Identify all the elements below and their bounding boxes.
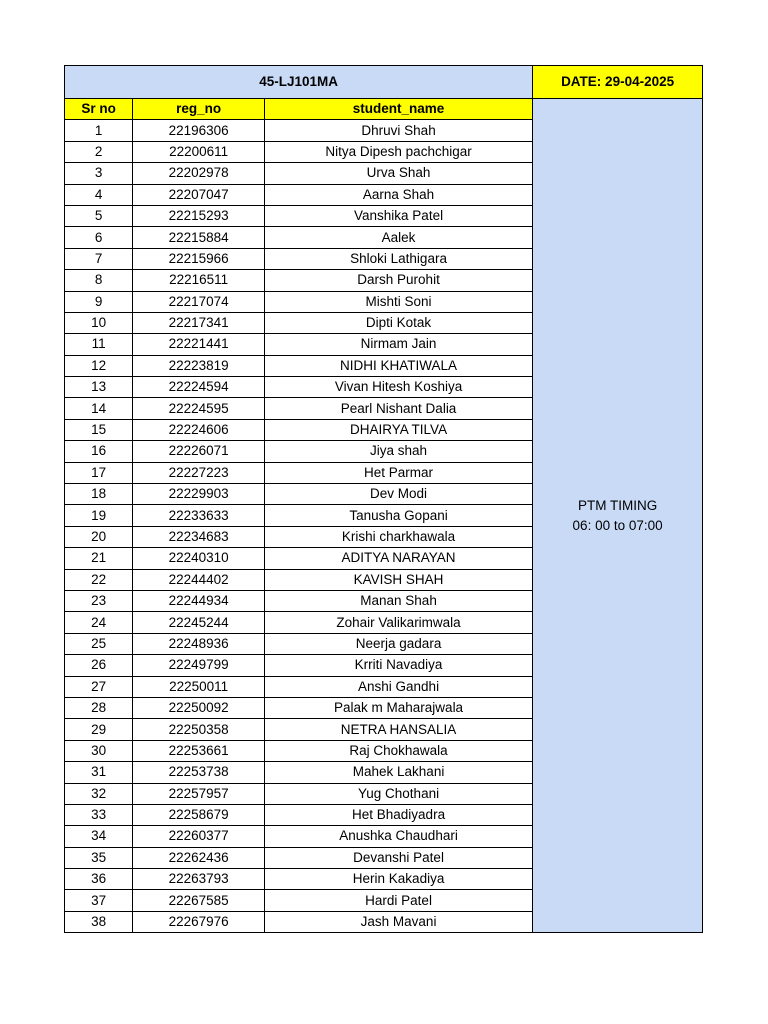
cell-student-name: NETRA HANSALIA bbox=[264, 719, 532, 740]
cell-student-name: Herin Kakadiya bbox=[264, 869, 532, 890]
cell-reg-no: 22234683 bbox=[133, 526, 265, 547]
cell-reg-no: 22215884 bbox=[133, 227, 265, 248]
cell-reg-no: 22257957 bbox=[133, 783, 265, 804]
cell-student-name: Mishti Soni bbox=[264, 291, 532, 312]
cell-sr-no: 36 bbox=[65, 869, 133, 890]
cell-reg-no: 22217341 bbox=[133, 312, 265, 333]
cell-sr-no: 8 bbox=[65, 270, 133, 291]
cell-sr-no: 26 bbox=[65, 655, 133, 676]
cell-reg-no: 22244934 bbox=[133, 590, 265, 611]
ptm-timing-cell bbox=[533, 99, 703, 933]
cell-reg-no: 22200611 bbox=[133, 141, 265, 162]
cell-sr-no: 33 bbox=[65, 804, 133, 825]
cell-student-name: Jash Mavani bbox=[264, 911, 532, 932]
cell-reg-no: 22250092 bbox=[133, 697, 265, 718]
cell-student-name: Jiya shah bbox=[264, 441, 532, 462]
cell-sr-no: 13 bbox=[65, 377, 133, 398]
cell-reg-no: 22253661 bbox=[133, 740, 265, 761]
cell-student-name: Hardi Patel bbox=[264, 890, 532, 911]
cell-student-name: Vanshika Patel bbox=[264, 205, 532, 226]
student-roster-table bbox=[64, 65, 703, 933]
cell-student-name: Yug Chothani bbox=[264, 783, 532, 804]
cell-reg-no: 22245244 bbox=[133, 612, 265, 633]
cell-sr-no: 29 bbox=[65, 719, 133, 740]
cell-reg-no: 22224606 bbox=[133, 419, 265, 440]
ptm-timing-label: PTM TIMING bbox=[577, 497, 658, 513]
cell-sr-no: 14 bbox=[65, 398, 133, 419]
cell-reg-no: 22233633 bbox=[133, 505, 265, 526]
cell-student-name: Tanusha Gopani bbox=[264, 505, 532, 526]
cell-student-name: Urva Shah bbox=[264, 163, 532, 184]
cell-reg-no: 22217074 bbox=[133, 291, 265, 312]
cell-student-name: Dhruvi Shah bbox=[264, 120, 532, 141]
cell-sr-no: 1 bbox=[65, 120, 133, 141]
class-title: 45-LJ101MA bbox=[65, 66, 533, 99]
cell-reg-no: 22263793 bbox=[133, 869, 265, 890]
cell-sr-no: 9 bbox=[65, 291, 133, 312]
cell-reg-no: 22207047 bbox=[133, 184, 265, 205]
cell-reg-no: 22226071 bbox=[133, 441, 265, 462]
cell-sr-no: 37 bbox=[65, 890, 133, 911]
cell-sr-no: 28 bbox=[65, 697, 133, 718]
cell-sr-no: 35 bbox=[65, 847, 133, 868]
cell-reg-no: 22223819 bbox=[133, 355, 265, 376]
cell-sr-no: 30 bbox=[65, 740, 133, 761]
cell-reg-no: 22224595 bbox=[133, 398, 265, 419]
cell-sr-no: 22 bbox=[65, 569, 133, 590]
cell-reg-no: 22202978 bbox=[133, 163, 265, 184]
header-reg-no: reg_no bbox=[133, 99, 265, 120]
cell-sr-no: 20 bbox=[65, 526, 133, 547]
cell-sr-no: 16 bbox=[65, 441, 133, 462]
cell-reg-no: 22249799 bbox=[133, 655, 265, 676]
cell-reg-no: 22253738 bbox=[133, 762, 265, 783]
cell-sr-no: 6 bbox=[65, 227, 133, 248]
cell-student-name: KAVISH SHAH bbox=[264, 569, 532, 590]
cell-sr-no: 3 bbox=[65, 163, 133, 184]
cell-sr-no: 15 bbox=[65, 419, 133, 440]
cell-reg-no: 22262436 bbox=[133, 847, 265, 868]
cell-sr-no: 27 bbox=[65, 676, 133, 697]
cell-reg-no: 22196306 bbox=[133, 120, 265, 141]
cell-reg-no: 22267976 bbox=[133, 911, 265, 932]
cell-student-name: Dev Modi bbox=[264, 484, 532, 505]
cell-student-name: Het Parmar bbox=[264, 462, 532, 483]
cell-reg-no: 22224594 bbox=[133, 377, 265, 398]
cell-sr-no: 11 bbox=[65, 334, 133, 355]
cell-sr-no: 32 bbox=[65, 783, 133, 804]
cell-reg-no: 22244402 bbox=[133, 569, 265, 590]
cell-reg-no: 22221441 bbox=[133, 334, 265, 355]
cell-student-name: Dipti Kotak bbox=[264, 312, 532, 333]
cell-sr-no: 24 bbox=[65, 612, 133, 633]
cell-sr-no: 23 bbox=[65, 590, 133, 611]
cell-sr-no: 19 bbox=[65, 505, 133, 526]
cell-student-name: NIDHI KHATIWALA bbox=[264, 355, 532, 376]
cell-sr-no: 5 bbox=[65, 205, 133, 226]
cell-reg-no: 22227223 bbox=[133, 462, 265, 483]
cell-student-name: Mahek Lakhani bbox=[264, 762, 532, 783]
cell-reg-no: 22215966 bbox=[133, 248, 265, 269]
cell-student-name: Zohair Valikarimwala bbox=[264, 612, 532, 633]
cell-student-name: Shloki Lathigara bbox=[264, 248, 532, 269]
cell-sr-no: 31 bbox=[65, 762, 133, 783]
cell-reg-no: 22260377 bbox=[133, 826, 265, 847]
cell-student-name: Krishi charkhawala bbox=[264, 526, 532, 547]
cell-sr-no: 25 bbox=[65, 633, 133, 654]
cell-student-name: Nitya Dipesh pachchigar bbox=[264, 141, 532, 162]
cell-student-name: Nirmam Jain bbox=[264, 334, 532, 355]
cell-student-name: Darsh Purohit bbox=[264, 270, 532, 291]
cell-student-name: Raj Chokhawala bbox=[264, 740, 532, 761]
cell-student-name: Anushka Chaudhari bbox=[264, 826, 532, 847]
cell-reg-no: 22248936 bbox=[133, 633, 265, 654]
cell-reg-no: 22240310 bbox=[133, 548, 265, 569]
cell-sr-no: 2 bbox=[65, 141, 133, 162]
date-label: DATE: 29-04-2025 bbox=[533, 66, 703, 99]
cell-student-name: Pearl Nishant Dalia bbox=[264, 398, 532, 419]
cell-sr-no: 10 bbox=[65, 312, 133, 333]
cell-sr-no: 12 bbox=[65, 355, 133, 376]
cell-sr-no: 38 bbox=[65, 911, 133, 932]
cell-student-name: ADITYA NARAYAN bbox=[264, 548, 532, 569]
cell-student-name: Manan Shah bbox=[264, 590, 532, 611]
cell-student-name: DHAIRYA TILVA bbox=[264, 419, 532, 440]
header-student-name: student_name bbox=[264, 99, 532, 120]
cell-student-name: Krriti Navadiya bbox=[264, 655, 532, 676]
cell-sr-no: 21 bbox=[65, 548, 133, 569]
cell-student-name: Aalek bbox=[264, 227, 532, 248]
header-row bbox=[65, 99, 703, 120]
cell-student-name: Palak m Maharajwala bbox=[264, 697, 532, 718]
cell-student-name: Het Bhadiyadra bbox=[264, 804, 532, 825]
ptm-roster-sheet bbox=[64, 65, 703, 933]
ptm-timing-value: 06: 00 to 07:00 bbox=[572, 517, 663, 533]
cell-reg-no: 22250358 bbox=[133, 719, 265, 740]
cell-student-name: Vivan Hitesh Koshiya bbox=[264, 377, 532, 398]
cell-sr-no: 34 bbox=[65, 826, 133, 847]
cell-reg-no: 22215293 bbox=[133, 205, 265, 226]
cell-sr-no: 4 bbox=[65, 184, 133, 205]
cell-sr-no: 7 bbox=[65, 248, 133, 269]
cell-student-name: Aarna Shah bbox=[264, 184, 532, 205]
cell-student-name: Neerja gadara bbox=[264, 633, 532, 654]
cell-reg-no: 22216511 bbox=[133, 270, 265, 291]
title-row bbox=[65, 66, 703, 99]
cell-sr-no: 17 bbox=[65, 462, 133, 483]
cell-reg-no: 22267585 bbox=[133, 890, 265, 911]
cell-student-name: Anshi Gandhi bbox=[264, 676, 532, 697]
cell-reg-no: 22250011 bbox=[133, 676, 265, 697]
cell-sr-no: 18 bbox=[65, 484, 133, 505]
header-sr-no: Sr no bbox=[65, 99, 133, 120]
cell-student-name: Devanshi Patel bbox=[264, 847, 532, 868]
cell-reg-no: 22229903 bbox=[133, 484, 265, 505]
cell-reg-no: 22258679 bbox=[133, 804, 265, 825]
